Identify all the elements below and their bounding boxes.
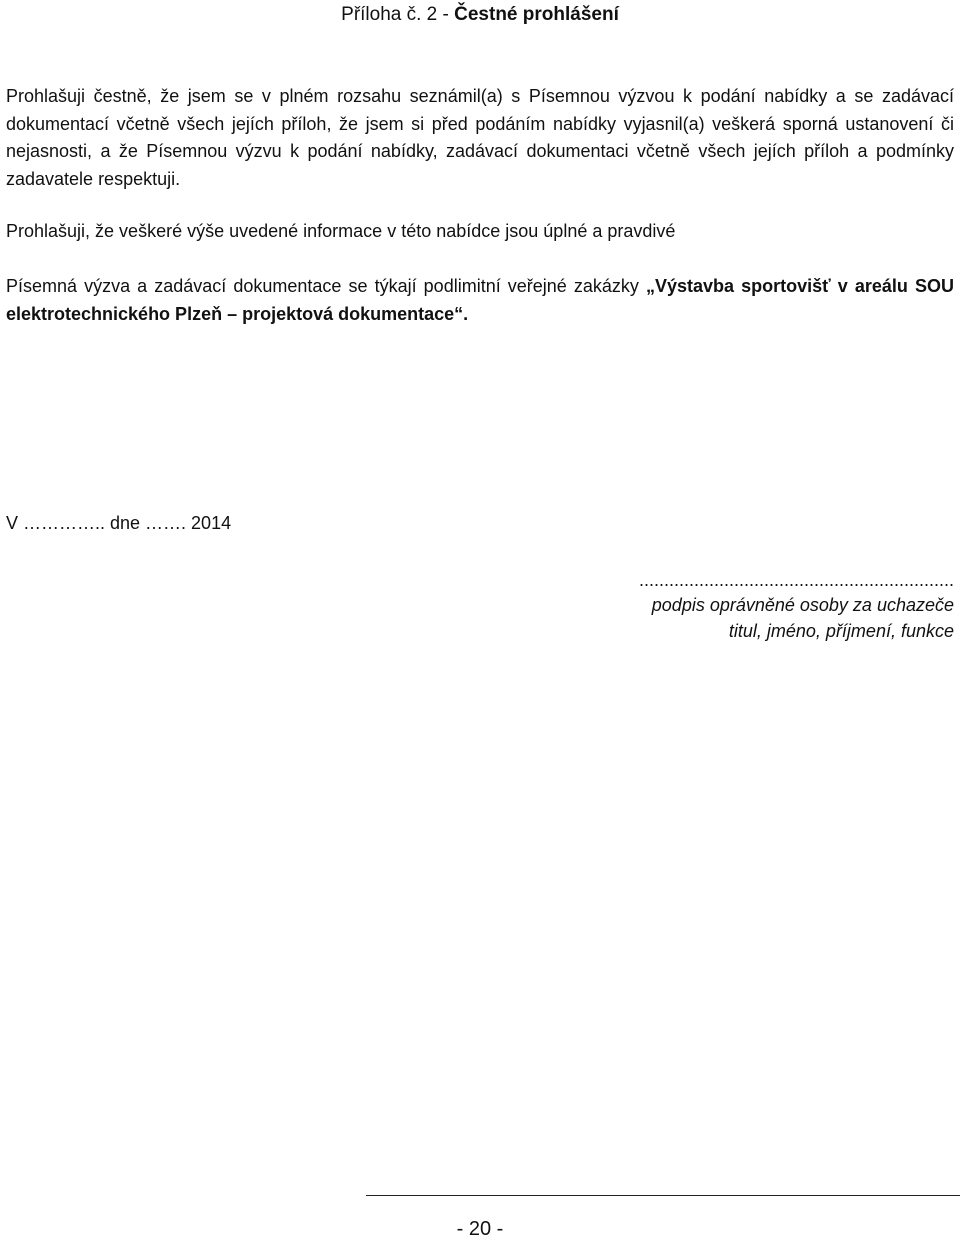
declaration-paragraph-3 [6, 273, 954, 328]
place-date-line: V ………….. dne ……. 2014 [6, 513, 232, 533]
footer-divider [366, 1195, 960, 1196]
signature-details-caption: titul, jméno, příjmení, funkce [728, 621, 954, 641]
title-prefix: Příloha č. 2 - [341, 4, 455, 25]
contract-intro: Písemná výzva a zadávací dokumentace se týkají podlimitní veřejné zakázky [6, 276, 646, 296]
contract-name: „Výstavba sportovišť v areálu SOU elektrotechnického Plzeň – projektová dokumentace“. [6, 276, 954, 324]
declaration-paragraph-1: Prohlašuji čestně, že jsem se v plném rozsahu seznámil(a) s Písemnou výzvou k podání nabídky a se zadávací dokumentací včetně všech jejích příloh, že jsem si před podáním nabídky vyjasnil(a) veškerá sporná ustanovení či nejasnosti, a že Písemnou výzvu k podání nabídky, zadávací dokumentaci včetně všech jejích příloh a podmínky zadavatele respektuji. [6, 86, 954, 189]
page-title [0, 2, 960, 28]
signature-caption: podpis oprávněné osoby za uchazeče [651, 595, 954, 615]
title-main: Čestné prohlášení [454, 4, 619, 25]
declaration-paragraph-2: Prohlašuji, že veškeré výše uvedené informace v této nabídce jsou úplné a pravdivé [6, 221, 676, 241]
signature-dotted-line: ............................................................... [638, 570, 954, 590]
page-number: - 20 - [456, 1218, 504, 1240]
